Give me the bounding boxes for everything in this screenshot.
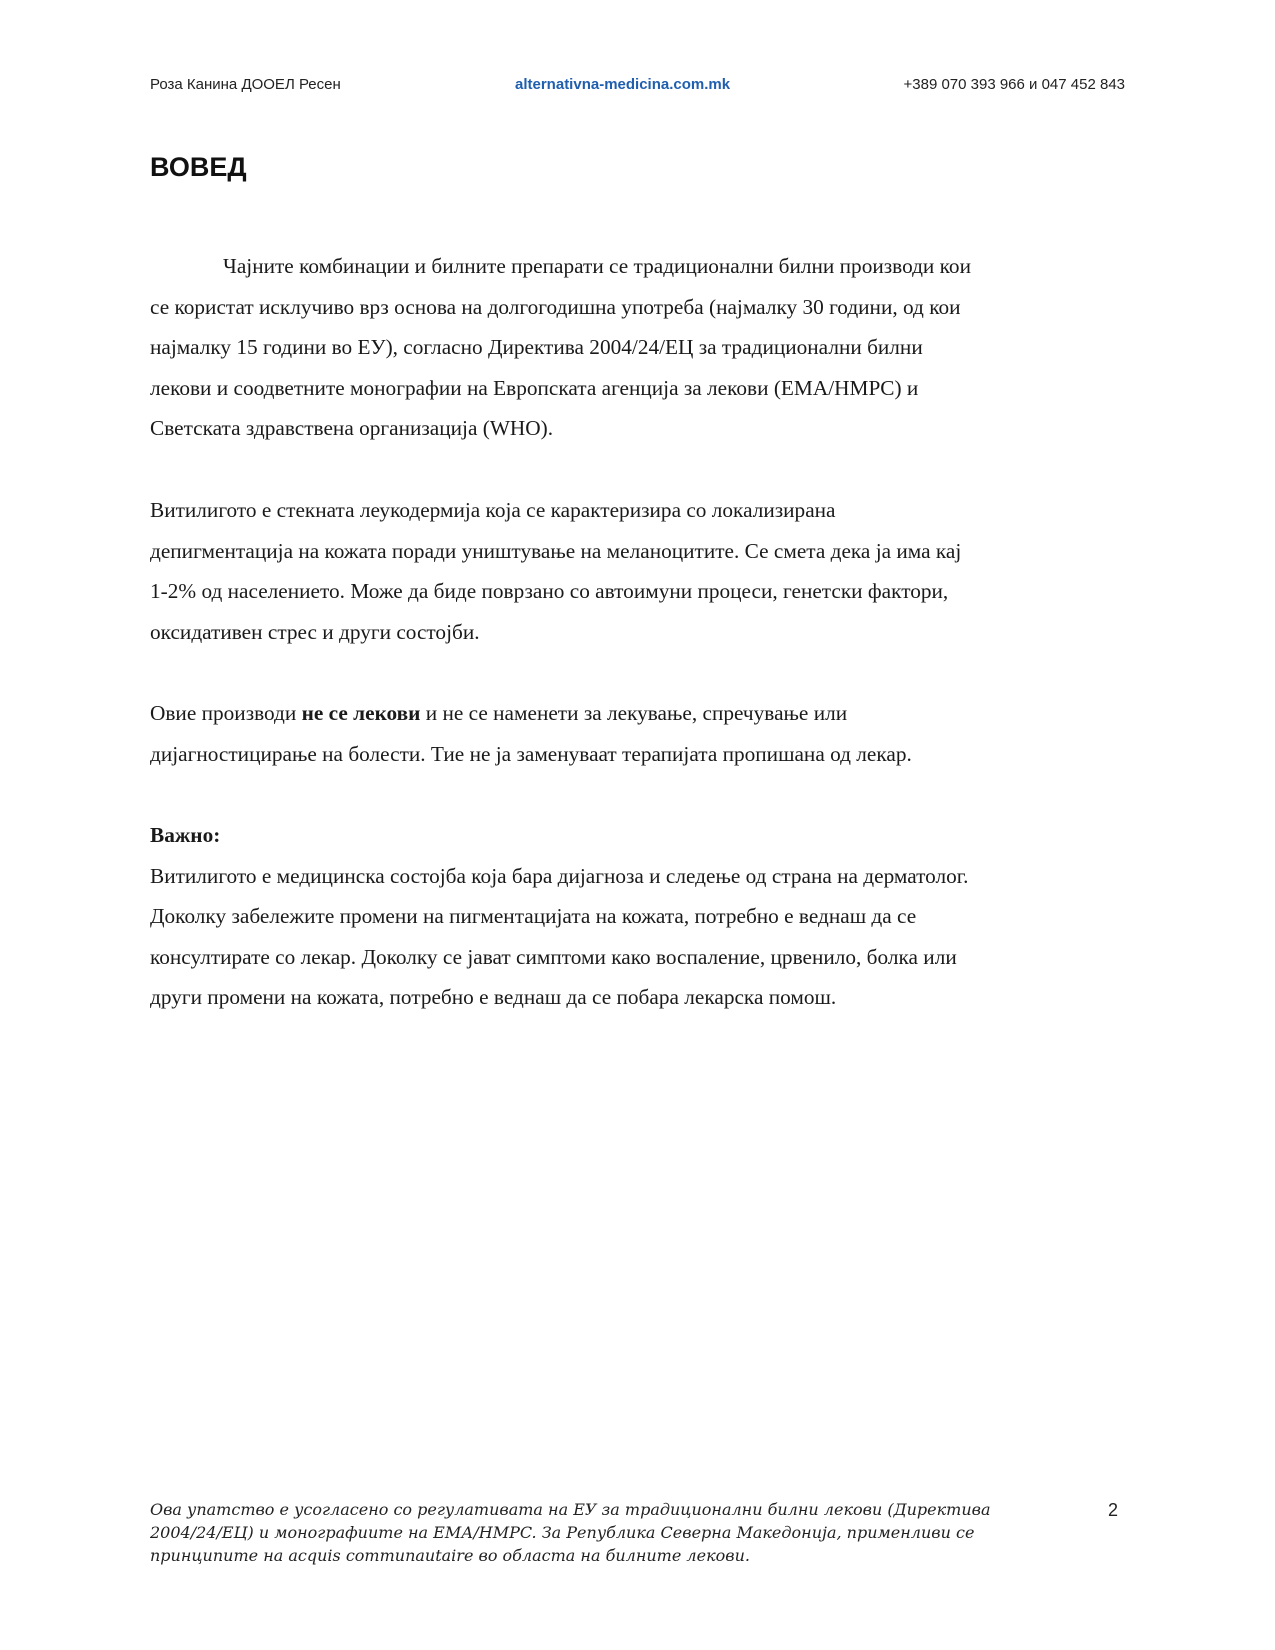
vitiligo-description-paragraph (150, 490, 1135, 652)
important-label: Важно: (150, 823, 221, 847)
text-line: лекови и соодветните монографии на Европската агенција за лекови (ЕМА/HMPC) и (150, 375, 919, 400)
text-line: дијагностицирање на болести. Тие не ја заменуваат терапијата пропишана од лекар. (150, 741, 912, 766)
company-name: Роза Канина ДООЕЛ Ресен (150, 76, 341, 93)
text-line: се користат исклучиво врз основа на долгогодишна употреба (најмалку 30 години, од кои (150, 294, 961, 319)
page-header (150, 76, 1125, 100)
website-link[interactable]: alternativna-medicina.com.mk (515, 76, 731, 93)
text-line: консултирате со лекар. Доколку се јават симптоми како воспаление, црвенило, болка или (150, 944, 957, 969)
intro-paragraph (150, 246, 1135, 449)
disclaimer-paragraph (150, 693, 1135, 774)
page-number: 2 (1108, 1500, 1119, 1520)
not-medicines-emphasis: не се лекови (301, 701, 421, 725)
text-line: најмалку 15 години во ЕУ), согласно Директива 2004/24/ЕЦ за традиционални билни (150, 335, 923, 359)
text-line: Светската здравствена организација (WHO). (150, 416, 554, 440)
text-line: Чајните комбинации и билните препарати се традиционални билни производи кои (223, 254, 971, 278)
important-notice (150, 815, 1135, 1018)
text-line: оксидативен стрес и други состојби. (150, 619, 480, 644)
text-line: депигментација на кожата поради уништување на меланоцитите. Се смета дека ја има кај (150, 538, 962, 563)
regulatory-footer (150, 1498, 1080, 1567)
text-line: други промени на кожата, потребно е веднаш да се побара лекарска помош. (150, 985, 837, 1009)
footer-line: 2004/24/ЕЦ) и монографиите на ЕМА/HMPC. За Република Северна Македонија, применливи се (150, 1523, 975, 1542)
text-line: Витилигото е стекната леукодермија која се карактеризира со локализирана (150, 498, 836, 522)
footer-line: Ова упатство е усогласено со регулативата на ЕУ за традиционални билни лекови (Директива (150, 1500, 991, 1519)
text-line: Витилигото е медицинска состојба која бара дијагноза и следење од страна на дерматолог. (150, 863, 969, 888)
text-line: Доколку забележите промени на пигментацијата на кожата, потребно е веднаш да се (150, 904, 917, 928)
text-line: Овие производи не се лекови и не се наменети за лекување, спречување или (150, 701, 848, 725)
phone-numbers: +389 070 393 966 и 047 452 843 (903, 76, 1125, 93)
page-title: ВОВЕД (150, 152, 247, 182)
footer-line: принципите на acquis communautaire во областа на билните лекови. (150, 1546, 750, 1565)
text-line: 1-2% од населението. Може да биде поврзано со автоимуни процеси, генетски фактори, (150, 579, 949, 603)
